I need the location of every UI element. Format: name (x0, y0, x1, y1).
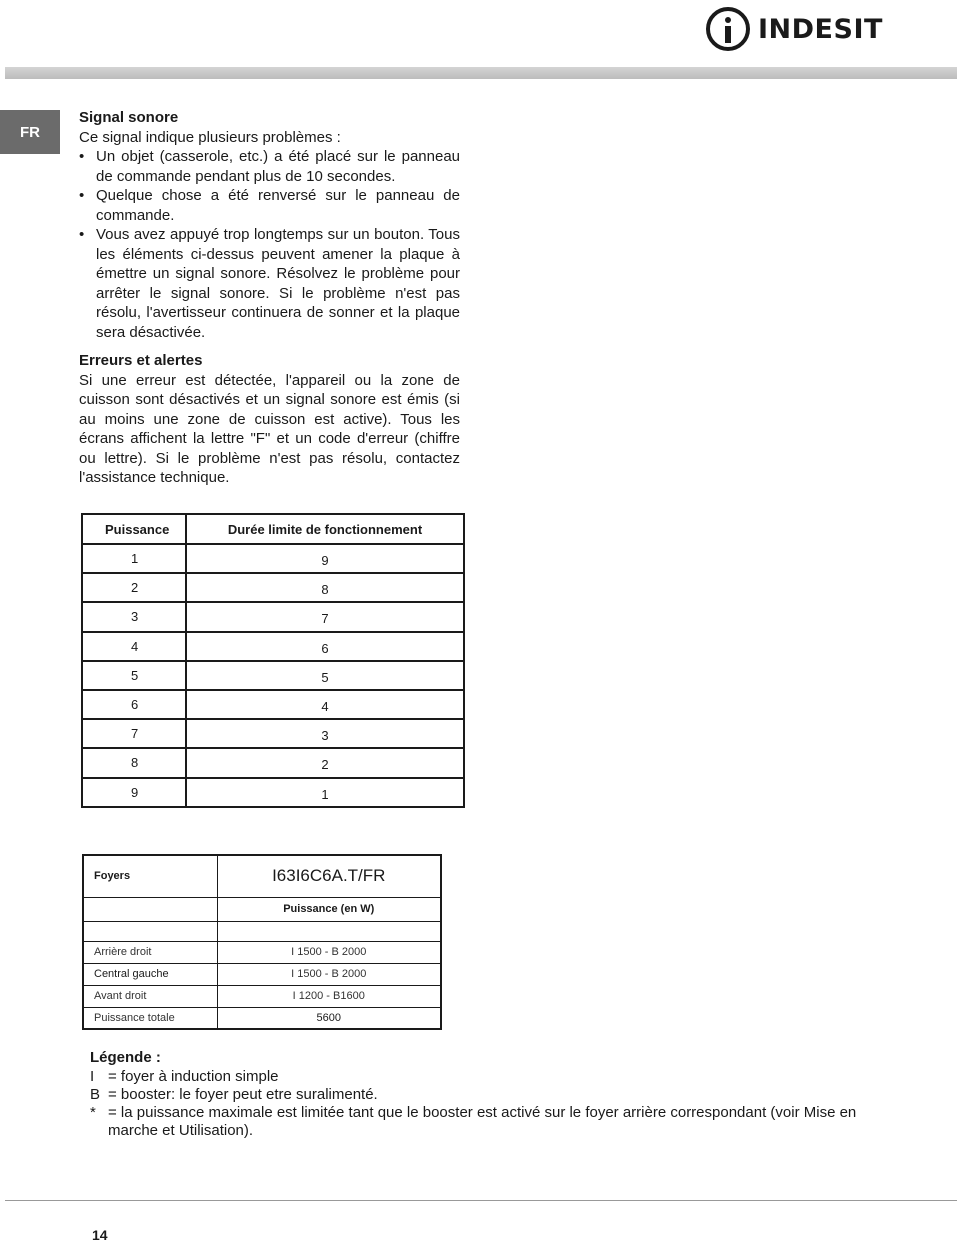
page-number: 14 (92, 1227, 108, 1243)
brand-name: INDESIT (758, 13, 883, 45)
list-item: • Quelque chose a été renversé sur le panneau de commande. (79, 186, 460, 225)
main-text (79, 108, 460, 488)
table-cell: 1 (186, 778, 464, 807)
table-cell: 6 (186, 632, 464, 661)
table-cell: I 1200 - B1600 (217, 985, 441, 1007)
table-row (82, 632, 464, 661)
language-tab: FR (0, 110, 60, 154)
footer-divider (5, 1200, 957, 1201)
table-cell (217, 921, 441, 941)
table-cell: 8 (186, 573, 464, 602)
table-row (82, 719, 464, 748)
table-row (83, 921, 441, 941)
table-cell: 1 (82, 544, 186, 573)
table-cell: 2 (82, 573, 186, 602)
legend-item (90, 1104, 890, 1140)
table-cell: 5600 (217, 1007, 441, 1029)
table-header-row (83, 855, 441, 897)
errors-text: Si une erreur est détectée, l'appareil ou la zone de cuisson sont désactivés et un signal sonore est émis (si au moins une zone de cuisson est active). Tous les écrans affichent la lettre "F" et un code d'erreur (chiffre ou lettre). Si le problème n'est pas résolu, contactez l'assistance technique. (79, 371, 460, 486)
legend-text: = la puissance maximale est limitée tant que le booster est activé sur le foyer arrière correspondant (voir Mise en marche et Utilisation). (108, 1104, 857, 1139)
table-row (82, 602, 464, 631)
table-row (82, 690, 464, 719)
legend (90, 1049, 890, 1140)
table-cell: 5 (186, 661, 464, 690)
table-cell (83, 897, 217, 921)
legend-text: = booster: le foyer peut etre suralimenté. (108, 1086, 378, 1103)
model-number: I63I6C6A.T/FR (217, 855, 441, 897)
table-row (83, 985, 441, 1007)
signal-title: Signal sonore (79, 109, 179, 126)
table-cell: 3 (82, 602, 186, 631)
signal-list (79, 147, 460, 342)
errors-title: Erreurs et alertes (79, 352, 203, 369)
list-item: • Un objet (casserole, etc.) a été placé sur le panneau de commande pendant plus de 10 secondes. (79, 147, 460, 186)
table-cell: 7 (82, 719, 186, 748)
legend-key: I (90, 1068, 95, 1085)
table-row (82, 544, 464, 573)
table-cell: I 1500 - B 2000 (217, 941, 441, 963)
table-cell: Arrière droit (83, 941, 217, 963)
table-cell: 6 (82, 690, 186, 719)
legend-title: Légende : (90, 1049, 161, 1066)
table-row (82, 748, 464, 777)
table-row (82, 778, 464, 807)
table-cell: Puissance totale (83, 1007, 217, 1029)
legend-key: * (90, 1104, 96, 1121)
table-cell: 3 (186, 719, 464, 748)
header-bar (5, 67, 957, 79)
table-cell: Avant droit (83, 985, 217, 1007)
table-row (83, 941, 441, 963)
table-cell: Central gauche (83, 963, 217, 985)
table-cell: 5 (82, 661, 186, 690)
table-row (82, 573, 464, 602)
table-header-row (83, 897, 441, 921)
legend-item (90, 1086, 890, 1104)
indesit-logo (706, 6, 883, 52)
power-duration-table (81, 513, 465, 808)
column-header: Foyers (83, 855, 217, 897)
table-cell: 2 (186, 748, 464, 777)
column-header: Durée limite de fonctionnement (186, 514, 464, 544)
column-header: Puissance (en W) (217, 897, 441, 921)
table-cell: 9 (186, 544, 464, 573)
foyers-table (82, 854, 442, 1030)
table-header-row (82, 514, 464, 544)
table-cell: 7 (186, 602, 464, 631)
table-cell: 4 (82, 632, 186, 661)
table-cell: 4 (186, 690, 464, 719)
table-row (82, 661, 464, 690)
table-cell (83, 921, 217, 941)
indesit-logo-icon (706, 7, 750, 51)
legend-key: B (90, 1086, 101, 1103)
table-cell: I 1500 - B 2000 (217, 963, 441, 985)
signal-intro: Ce signal indique plusieurs problèmes : (79, 128, 341, 146)
table-cell: 8 (82, 748, 186, 777)
table-cell: 9 (82, 778, 186, 807)
list-item: • Vous avez appuyé trop longtemps sur un bouton. Tous les éléments ci-dessus peuvent amener la plaque à émettre un signal sonore. Résolvez le problème pour arrêter le signal sonore. Si le problème n'est pas résolu, l'avertisseur continuera de sonner et la plaque sera désactivée. (79, 225, 460, 342)
legend-text: = foyer à induction simple (108, 1068, 279, 1085)
table-row (83, 1007, 441, 1029)
legend-item (90, 1068, 890, 1086)
column-header: Puissance (82, 514, 186, 544)
table-row (83, 963, 441, 985)
